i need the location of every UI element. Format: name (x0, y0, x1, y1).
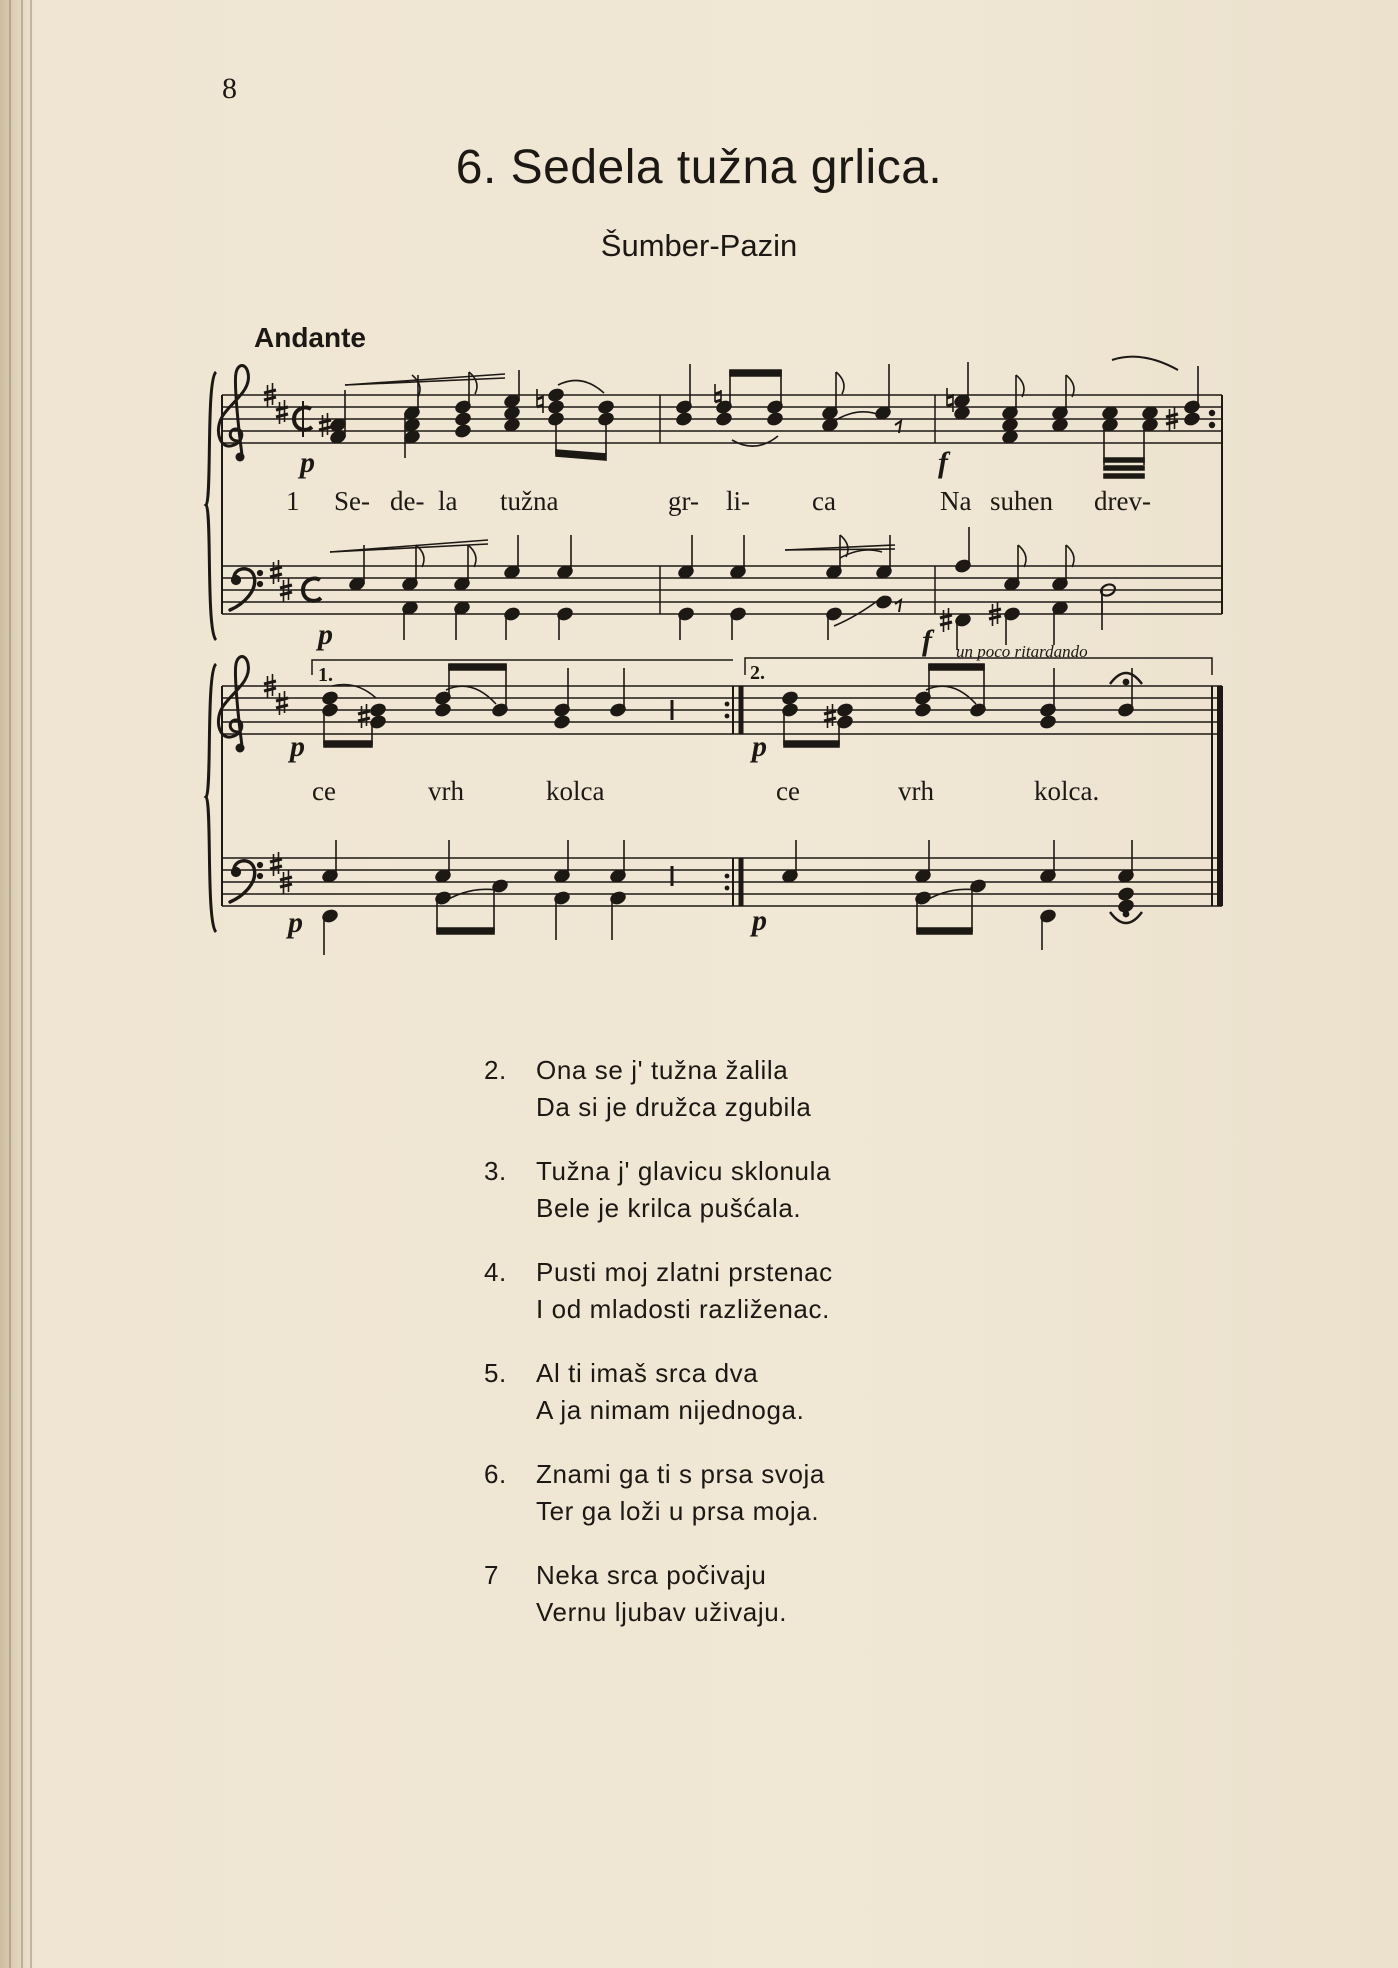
verse-line: Neka srca počivaju (536, 1560, 767, 1590)
verse-line: Tužna j' glavicu sklonula (536, 1156, 832, 1186)
verse-number: 5. (484, 1358, 507, 1388)
song-origin: Šumber-Pazin (600, 228, 798, 263)
lyric-syllable: de- (390, 486, 425, 516)
verse-number: 2. (484, 1055, 507, 1085)
verse-line: Znami ga ti s prsa svoja (536, 1459, 825, 1489)
lyric-syllable: Se- (334, 486, 370, 516)
song-title: 6. Sedela tužna grlica. (455, 141, 943, 194)
dynamic-piano: p (300, 446, 315, 479)
lyric-syllable: drev- (1094, 486, 1151, 516)
lyric-syllable: 1 (286, 486, 300, 516)
lyric-syllable: la (438, 486, 458, 516)
verse-number: 6. (484, 1459, 507, 1489)
page-number: 8 (222, 72, 237, 105)
verse-line: Pusti moj zlatni prstenac (536, 1257, 833, 1287)
lyric-syllable: ce (776, 776, 800, 806)
dynamic-piano: p (752, 904, 767, 937)
dynamic-piano: p (288, 906, 303, 939)
verse-line: Vernu ljubav uživaju. (536, 1597, 788, 1627)
dynamic-piano: p (752, 730, 767, 763)
verse-line: I od mladosti razliženac. (536, 1294, 830, 1324)
lyric-syllable: ca (812, 486, 836, 516)
verse-number: 4. (484, 1257, 507, 1287)
key-signature-sharp (276, 691, 288, 715)
verse-line: A ja nimam nijednoga. (536, 1395, 805, 1425)
lyric-syllable: gr- (668, 486, 699, 516)
volta-1-label: 1. (318, 664, 333, 686)
dynamic-piano: p (318, 618, 333, 651)
sheet-music (0, 0, 1398, 980)
lyric-syllable: kolca. (1034, 776, 1100, 806)
volta-2-label: 2. (750, 662, 765, 684)
verse-line: Da si je družca zgubila (536, 1092, 812, 1122)
lyric-syllable: kolca (546, 776, 605, 806)
dynamic-forte: f (938, 446, 948, 479)
lyric-syllable: vrh (428, 776, 464, 806)
tempo-marking: Andante (254, 322, 366, 353)
key-signature-sharp (276, 400, 288, 424)
lyric-syllable: vrh (898, 776, 934, 806)
system-1-treble-notes (319, 357, 1214, 478)
verse-line: Ona se j' tužna žalila (536, 1055, 789, 1085)
lyric-syllable: suhen (990, 486, 1053, 516)
verse-line: Bele je krilca pušćala. (536, 1193, 802, 1223)
lyric-syllable: Na (940, 486, 972, 516)
verse-number: 7 (484, 1560, 500, 1590)
lyric-syllable: li- (726, 486, 750, 516)
verse-number: 3. (484, 1156, 507, 1186)
key-signature-sharp (270, 852, 282, 876)
verse-line: Al ti imaš srca dva (536, 1358, 759, 1388)
dynamic-piano: p (290, 730, 305, 763)
verse-line: Ter ga loži u prsa moja. (536, 1496, 820, 1526)
lyric-syllable: tužna (500, 486, 559, 516)
dynamic-forte: f (922, 624, 932, 657)
lyric-syllable: ce (312, 776, 336, 806)
system-1-bass-notes (330, 527, 1117, 650)
key-signature-sharp (270, 560, 282, 584)
tempo-direction: un poco ritardando (956, 642, 1088, 661)
